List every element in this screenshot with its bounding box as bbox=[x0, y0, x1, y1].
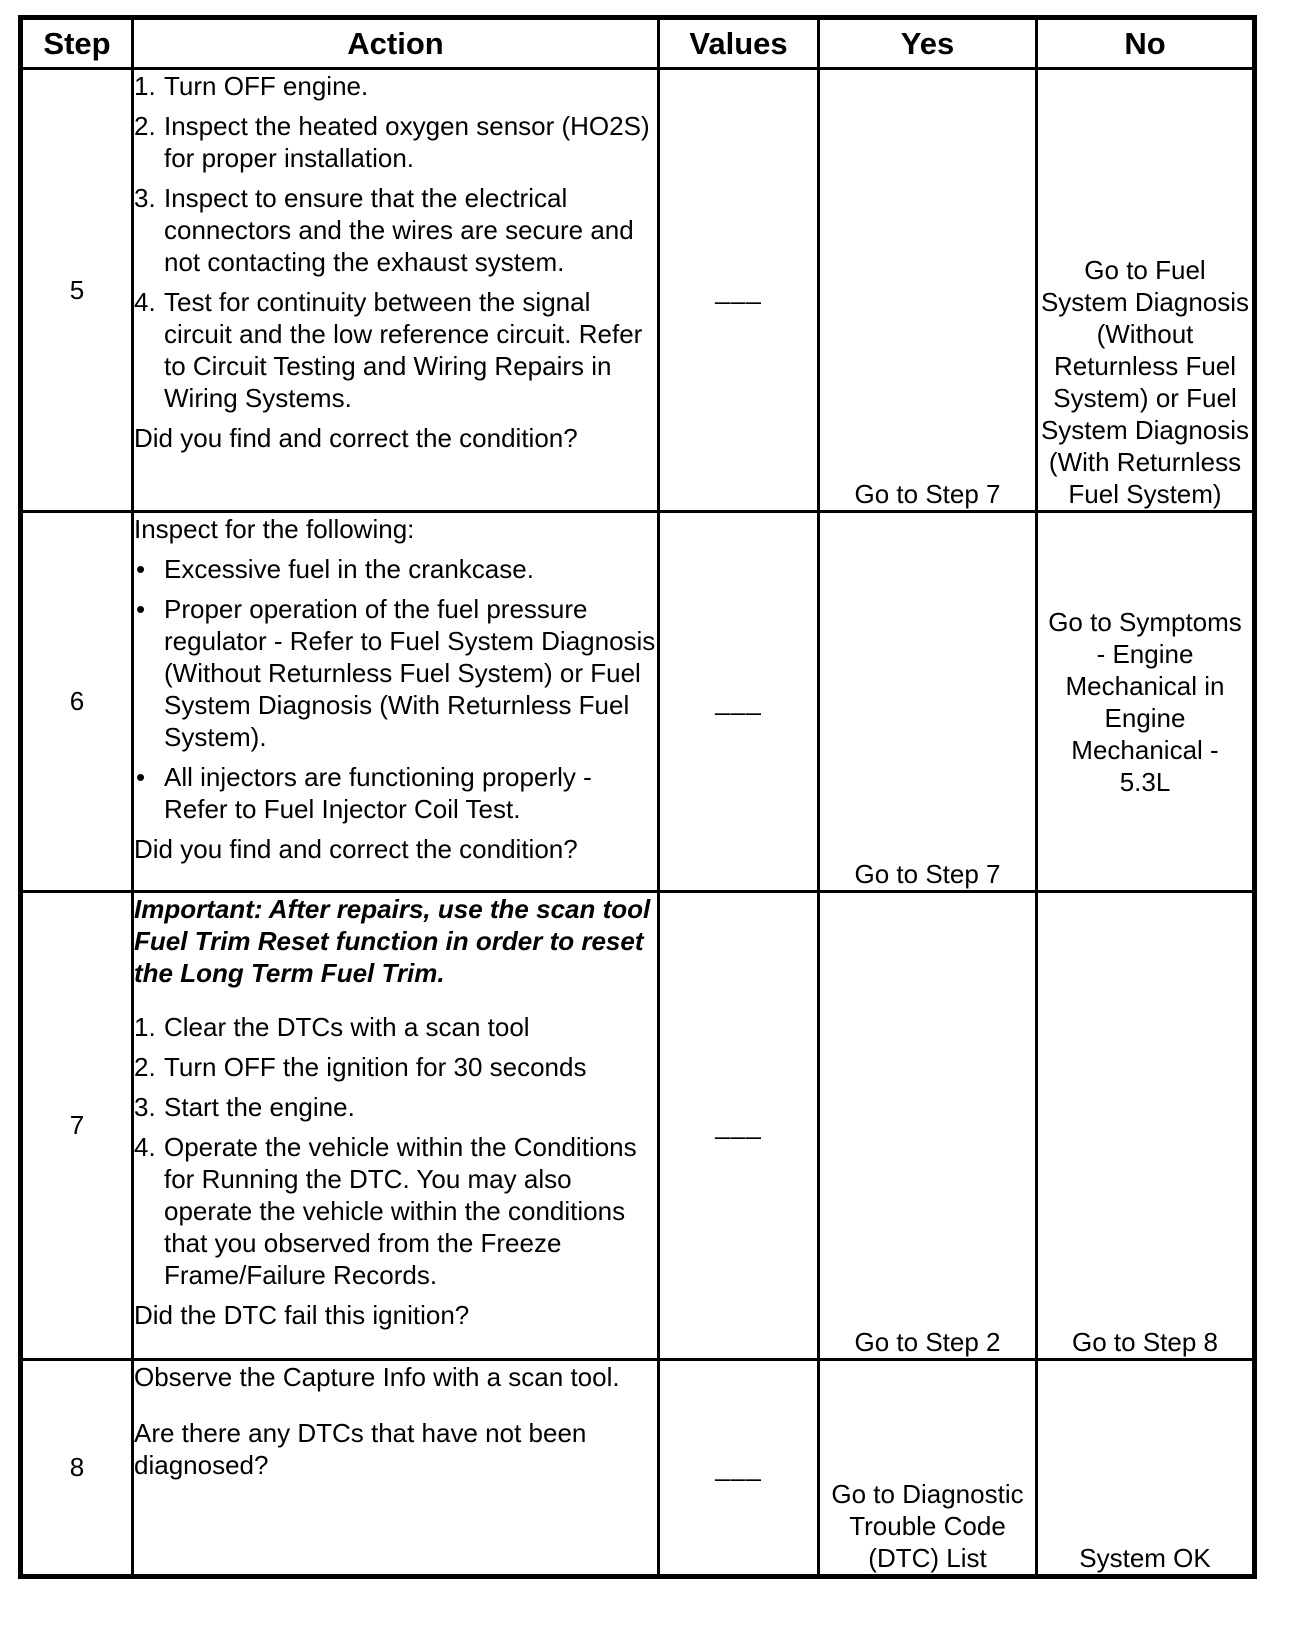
values-cell: ___ bbox=[659, 69, 819, 512]
step-number: 7 bbox=[21, 892, 133, 1360]
header-step: Step bbox=[21, 18, 133, 69]
action-cell bbox=[133, 892, 659, 1360]
yes-cell: Go to Step 7 bbox=[819, 512, 1037, 892]
no-cell: System OK bbox=[1037, 1360, 1255, 1577]
list-item: 1. Turn OFF engine. bbox=[134, 71, 369, 101]
step-number: 8 bbox=[21, 1360, 133, 1577]
list-item: • Excessive fuel in the crankcase. bbox=[136, 554, 534, 584]
values-cell: ___ bbox=[659, 892, 819, 1360]
table-row bbox=[21, 892, 1255, 1360]
header-yes: Yes bbox=[819, 18, 1037, 69]
action-question: Did you find and correct the condition? bbox=[134, 423, 578, 453]
action-bullets bbox=[134, 553, 657, 825]
action-question: Are there any DTCs that have not been diagnosed? bbox=[134, 1418, 587, 1480]
no-cell: Go to Step 8 bbox=[1037, 892, 1255, 1360]
no-cell: Go to Fuel System Diagnosis (Without Returnless Fuel System) or Fuel System Diagnosis (With Returnless Fuel System) bbox=[1037, 69, 1255, 512]
action-intro: Observe the Capture Info with a scan tool. bbox=[134, 1362, 620, 1392]
diagnostic-table bbox=[18, 15, 1257, 1579]
table-row bbox=[21, 69, 1255, 512]
action-cell bbox=[133, 1360, 659, 1577]
action-steps bbox=[134, 70, 657, 414]
header-row bbox=[21, 18, 1255, 69]
action-question: Did the DTC fail this ignition? bbox=[134, 1300, 470, 1330]
table-row bbox=[21, 1360, 1255, 1577]
list-item: 1. Clear the DTCs with a scan tool bbox=[134, 1012, 530, 1042]
action-cell bbox=[133, 512, 659, 892]
yes-cell: Go to Step 7 bbox=[819, 69, 1037, 512]
list-item: 3. Inspect to ensure that the electrical connectors and the wires are secure and not contacting the exhaust system. bbox=[134, 183, 634, 277]
step-number: 5 bbox=[21, 69, 133, 512]
list-item: • All injectors are functioning properly - Refer to Fuel Injector Coil Test. bbox=[136, 762, 592, 824]
no-cell: Go to Symptoms - Engine Mechanical in Engine Mechanical - 5.3L bbox=[1037, 512, 1255, 892]
yes-cell: Go to Diagnostic Trouble Code (DTC) List bbox=[819, 1360, 1037, 1577]
action-cell bbox=[133, 69, 659, 512]
step-number: 6 bbox=[21, 512, 133, 892]
header-no: No bbox=[1037, 18, 1255, 69]
values-cell: ___ bbox=[659, 512, 819, 892]
header-values: Values bbox=[659, 18, 819, 69]
action-steps bbox=[134, 1011, 657, 1291]
list-item: 2. Inspect the heated oxygen sensor (HO2S) for proper installation. bbox=[134, 111, 650, 173]
table-row bbox=[21, 512, 1255, 892]
list-item: 4. Operate the vehicle within the Conditions for Running the DTC. You may also operate the vehicle within the conditions that you observed from the Freeze Frame/Failure Records. bbox=[134, 1132, 637, 1290]
header-action: Action bbox=[133, 18, 659, 69]
list-item: 3. Start the engine. bbox=[134, 1092, 355, 1122]
yes-cell: Go to Step 2 bbox=[819, 892, 1037, 1360]
list-item: 4. Test for continuity between the signal circuit and the low reference circuit. Refer to Circuit Testing and Wiring Repairs in Wiring Systems. bbox=[134, 287, 643, 413]
list-item: • Proper operation of the fuel pressure regulator - Refer to Fuel System Diagnosis (Without Returnless Fuel System) or Fuel System Diagnosis (With Returnless Fuel System). bbox=[136, 594, 656, 752]
values-cell: ___ bbox=[659, 1360, 819, 1577]
action-intro: Inspect for the following: bbox=[134, 514, 415, 544]
important-note: Important: After repairs, use the scan tool Fuel Trim Reset function in order to reset the Long Term Fuel Trim. bbox=[134, 894, 651, 988]
list-item: 2. Turn OFF the ignition for 30 seconds bbox=[134, 1052, 587, 1082]
action-question: Did you find and correct the condition? bbox=[134, 834, 578, 864]
